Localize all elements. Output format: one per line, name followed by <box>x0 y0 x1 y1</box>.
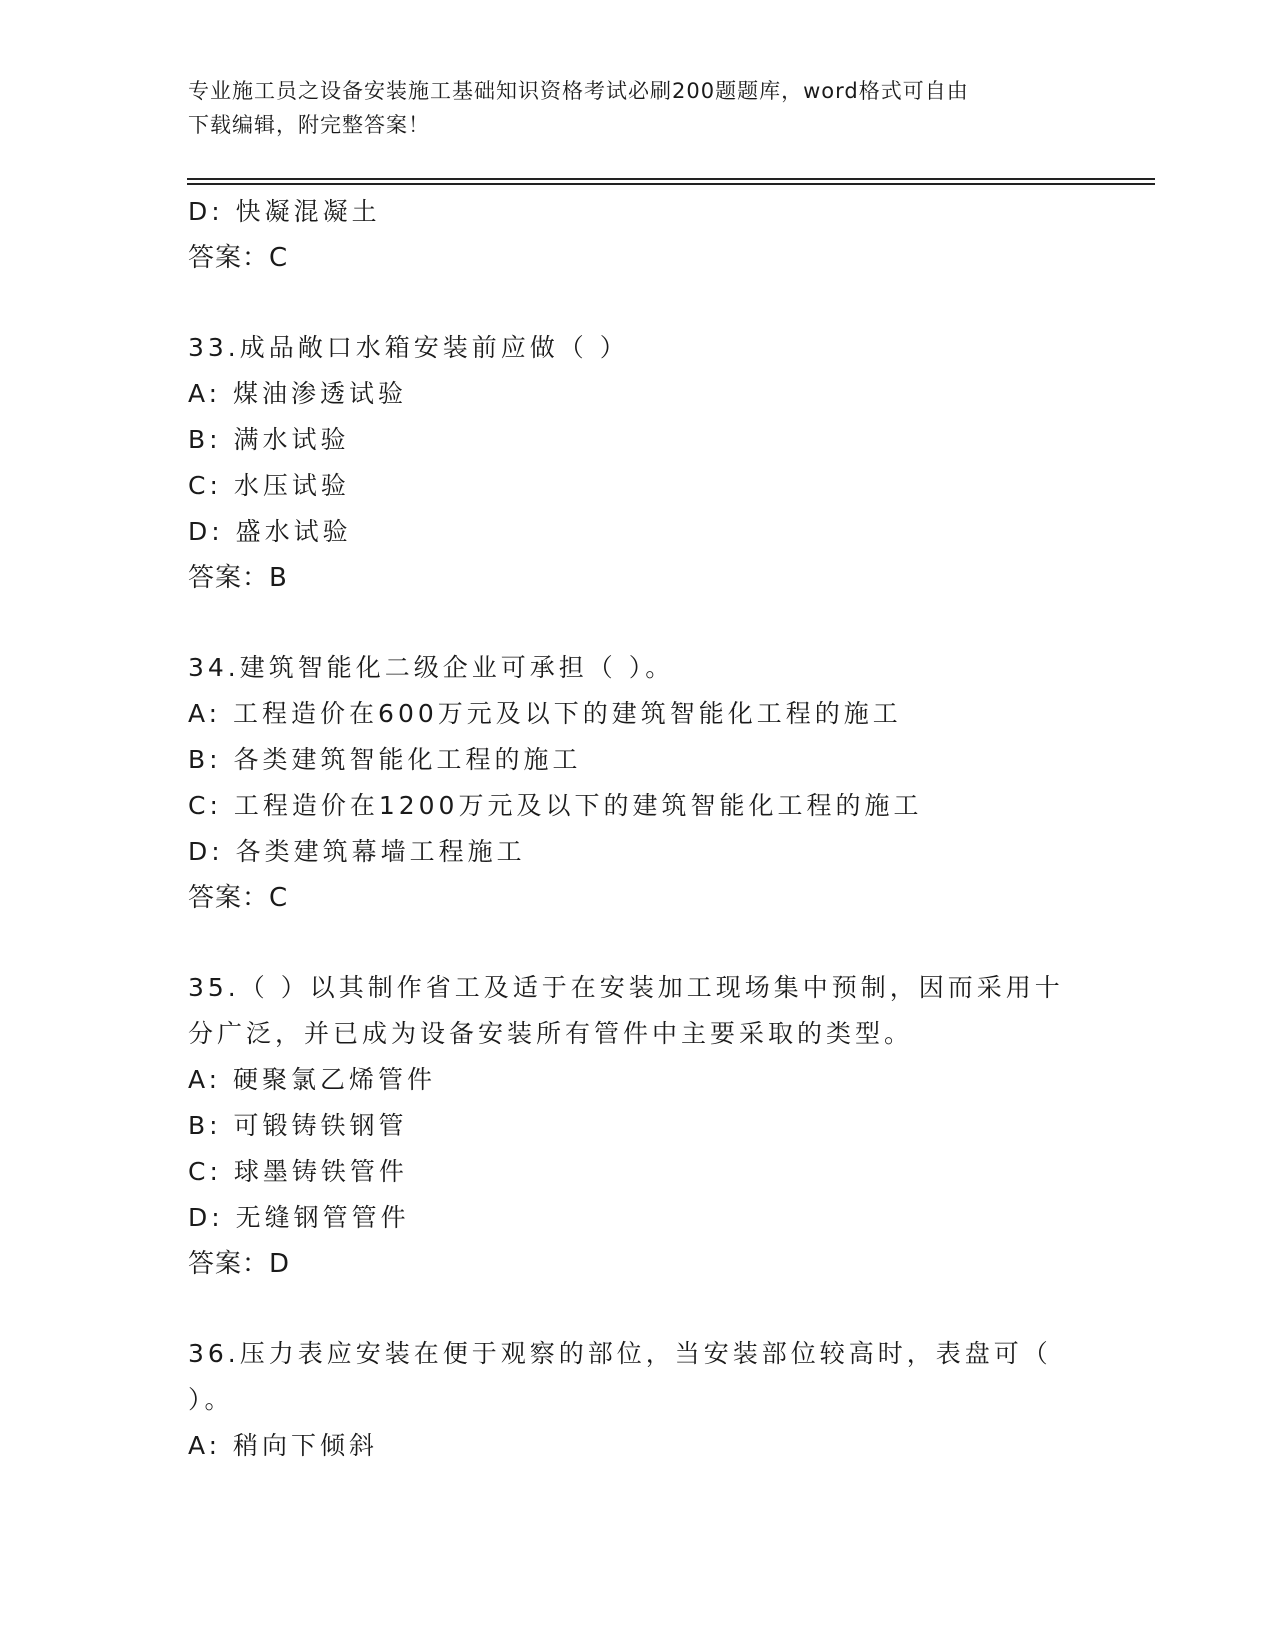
option-b: B: 各类建筑智能化工程的施工 <box>188 745 582 774</box>
question-33 <box>188 325 1088 601</box>
option-c: C: 工程造价在1200万元及以下的建筑智能化工程的施工 <box>188 791 923 820</box>
option-d: D: 快凝混凝土 <box>188 197 381 226</box>
answer: 答案：C <box>188 243 289 273</box>
question-stem-line-1: 36.压力表应安装在便于观察的部位，当安装部位较高时，表盘可（ <box>188 1339 1052 1368</box>
answer: 答案：C <box>188 883 289 913</box>
question-stem-line-1: 35.（ ）以其制作省工及适于在安装加工现场集中预制，因而采用十 <box>188 973 1064 1002</box>
option-d: D: 盛水试验 <box>188 517 352 546</box>
header-title-line-2: 下载编辑，附完整答案！ <box>188 113 430 137</box>
option-d: D: 无缝钢管管件 <box>188 1203 410 1232</box>
answer: 答案：D <box>188 1249 291 1279</box>
question-34 <box>188 645 1088 921</box>
spacer <box>188 921 1088 965</box>
header-divider-top <box>187 178 1155 180</box>
question-32-tail <box>188 189 1088 281</box>
spacer <box>188 601 1088 645</box>
question-list <box>188 189 1088 1469</box>
option-a: A: 稍向下倾斜 <box>188 1431 379 1460</box>
question-36 <box>188 1331 1088 1469</box>
option-d: D: 各类建筑幕墙工程施工 <box>188 837 526 866</box>
option-b: B: 满水试验 <box>188 425 350 454</box>
spacer <box>188 281 1088 325</box>
option-a: A: 工程造价在600万元及以下的建筑智能化工程的施工 <box>188 699 902 728</box>
question-35 <box>188 965 1088 1287</box>
document-header <box>188 74 1068 142</box>
header-divider-bottom <box>187 183 1155 185</box>
answer: 答案：B <box>188 563 288 593</box>
option-a: A: 煤油渗透试验 <box>188 379 408 408</box>
header-title-line-1: 专业施工员之设备安装施工基础知识资格考试必刷200题题库，word格式可自由 <box>188 79 969 103</box>
option-c: C: 水压试验 <box>188 471 350 500</box>
question-stem: 34.建筑智能化二级企业可承担（ ）。 <box>188 653 675 682</box>
option-c: C: 球墨铸铁管件 <box>188 1157 408 1186</box>
question-stem: 33.成品敞口水箱安装前应做（ ） <box>188 333 629 362</box>
question-stem-line-2: 分广泛，并已成为设备安装所有管件中主要采取的类型。 <box>188 1019 914 1048</box>
question-stem-line-2: ）。 <box>188 1385 234 1414</box>
option-b: B: 可锻铸铁钢管 <box>188 1111 408 1140</box>
spacer <box>188 1287 1088 1331</box>
option-a: A: 硬聚氯乙烯管件 <box>188 1065 437 1094</box>
